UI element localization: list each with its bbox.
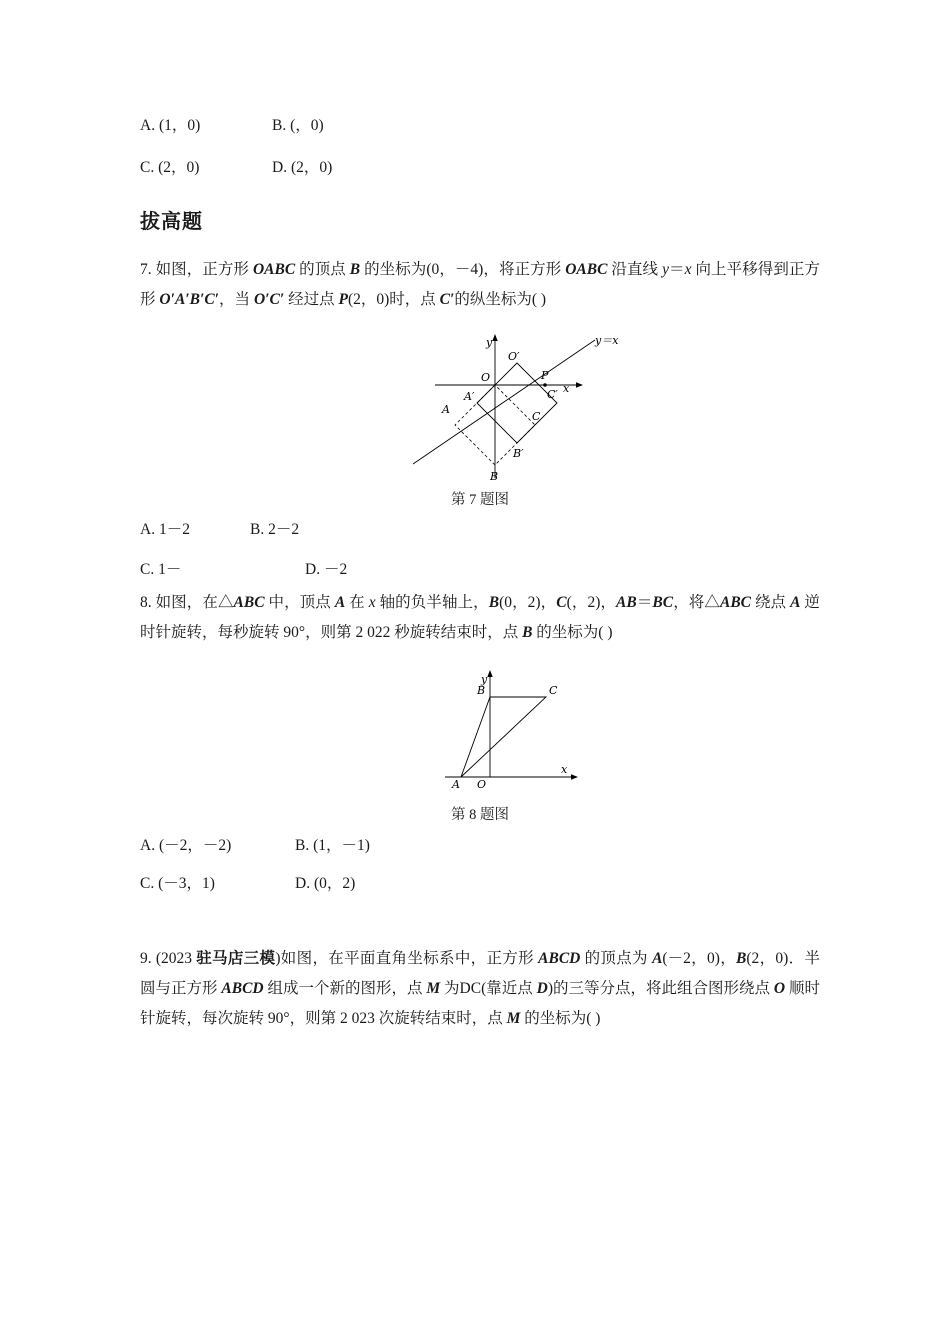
q8-t3: 轴的负半轴上， <box>375 594 489 611</box>
q7-option-c: C. 1－ <box>140 561 182 578</box>
label-O: O <box>481 371 491 384</box>
q9-n4: ABCD <box>221 980 264 997</box>
q8-t5: (，2)， <box>566 594 617 611</box>
label-y-axis: y <box>486 336 493 349</box>
q9-t9: 的坐标为( ) <box>520 1010 601 1027</box>
top-options-row-2 <box>140 160 332 176</box>
q8-t1: 中，顶点 <box>264 594 335 611</box>
x-axis-arrow <box>576 382 583 387</box>
option-b: B. (，0) <box>272 117 324 134</box>
q8-option-d: D. (0，2) <box>295 875 356 892</box>
q8-t6: ＝ <box>636 594 653 611</box>
q9-n1: ABCD <box>538 950 581 967</box>
q8-t9: 逆时针旋转，每秒旋转 90°，则第 2 022 秒旋转结束时，点 <box>140 594 820 641</box>
triangle-ABC <box>461 697 546 777</box>
q7-options-row-1 <box>140 522 299 538</box>
label-B: B <box>490 470 499 483</box>
label-x-axis: x <box>563 382 570 395</box>
q9-t6: 为DC(靠近点 <box>440 980 537 997</box>
q9-source: 驻马店三模 <box>196 949 276 967</box>
question-9-text <box>140 943 820 1034</box>
q7-t7: 经过点 <box>284 291 339 308</box>
point-P-marker <box>543 383 547 387</box>
q8-t2: 在 <box>345 594 369 611</box>
figure-question-8 <box>415 665 615 790</box>
q8-n7: BC <box>652 594 674 611</box>
q8-t7: ，将△ <box>673 594 720 611</box>
q8-t10: 的坐标为( ) <box>532 624 613 641</box>
question-7-text <box>140 255 820 315</box>
q9-n6: D <box>536 980 548 997</box>
q7-lead: 7. 如图，正方形 <box>140 261 253 278</box>
q9-n2: A <box>652 950 663 967</box>
line-y-equals-x <box>413 340 595 464</box>
q8-option-a: A. (－2，－2) <box>140 837 232 854</box>
q7-options-row-2 <box>140 562 347 578</box>
q7-t5: 向上平移得到正方形 <box>140 261 820 308</box>
q8-n3: x <box>368 594 376 611</box>
option-a: A. (1，0) <box>140 117 201 134</box>
q8-t8: 绕点 <box>751 594 791 611</box>
label-C-prime: C′ <box>547 388 558 401</box>
q9-n5: M <box>426 980 441 997</box>
label-B-8: B <box>477 684 486 697</box>
option-c: C. (2，0) <box>140 159 200 176</box>
q8-n1: ABC <box>233 594 265 611</box>
q9-t5: 组成一个新的图形，点 <box>263 980 427 997</box>
q8-n10: B <box>522 624 533 641</box>
figure-8-svg <box>415 665 615 790</box>
q7-n6: O′A′B′C′ <box>159 291 220 308</box>
q7-t4: ＝ <box>668 261 685 278</box>
figure-question-7 <box>395 330 655 485</box>
q9-t1: )如图，在平面直角坐标系中，正方形 <box>275 950 539 967</box>
q8-n2: A <box>334 594 346 611</box>
label-C: C <box>532 410 541 423</box>
q8-option-c: C. (－3，1) <box>140 875 215 892</box>
x-axis-arrow-8 <box>571 774 578 779</box>
label-A-prime: A′ <box>464 390 475 403</box>
q9-t4: (2，0)．半圆与正方形 <box>140 950 820 997</box>
q8-n5: C <box>556 594 567 611</box>
q8-n9: A <box>790 594 801 611</box>
q7-t1: 的顶点 <box>295 261 350 278</box>
q7-t6: ，当 <box>219 291 254 308</box>
label-O-8: O <box>477 778 487 790</box>
q9-n7: O <box>773 980 786 997</box>
q9-t2: 的顶点为 <box>580 950 653 967</box>
q8-n8: ABC <box>719 594 751 611</box>
q7-n5: x <box>684 261 692 278</box>
q7-option-a: A. 1－2 <box>140 521 190 538</box>
q9-t3: (－2，0)， <box>662 950 737 967</box>
q8-n4: B <box>488 594 500 611</box>
y-axis-arrow <box>492 334 497 341</box>
section-title: 拔高题 <box>140 209 203 233</box>
q7-n4: y <box>662 261 669 278</box>
question-8-text <box>140 588 820 648</box>
q9-n8: M <box>506 1010 521 1027</box>
label-B-prime: B′ <box>513 447 524 460</box>
label-P: P <box>541 369 549 382</box>
q7-n7: O′C′ <box>253 291 285 308</box>
q9-t7: )的三等分点，将此组合图形绕点 <box>547 980 774 997</box>
figure-7-svg <box>395 330 655 485</box>
q7-n9: C′ <box>439 291 455 308</box>
option-d: D. (2，0) <box>272 159 333 176</box>
q8-options-row-2 <box>140 876 355 892</box>
label-y-axis-8: y <box>481 673 488 686</box>
label-C-8: C <box>549 684 558 697</box>
label-A: A <box>442 403 450 416</box>
q8-lead: 8. 如图，在△ <box>140 594 234 611</box>
q8-options-row-1 <box>140 838 370 854</box>
q7-n1: OABC <box>252 261 296 278</box>
figure-8-caption: 第 8 题图 <box>451 807 509 823</box>
q7-option-b: B. 2－2 <box>250 521 300 538</box>
q9-t8: 顺时针旋转，每次旋转 90°，则第 2 023 次旋转结束时，点 <box>140 980 820 1027</box>
label-x-axis-8: x <box>561 763 568 776</box>
label-line-y-x: y＝x <box>595 334 619 347</box>
q9-lead: 9. (2023 <box>140 950 197 967</box>
q7-t3: 沿直线 <box>607 261 663 278</box>
q7-t2: 的坐标为(0，－4)，将正方形 <box>360 261 566 278</box>
y-axis-arrow-8 <box>487 670 492 677</box>
q7-n3: OABC <box>565 261 608 278</box>
q8-t4: (0，2)， <box>499 594 557 611</box>
figure-7-caption: 第 7 题图 <box>451 492 509 508</box>
q7-n2: B <box>349 261 361 278</box>
q8-option-b: B. (1，－1) <box>295 837 370 854</box>
label-O-prime: O′ <box>508 350 520 363</box>
label-A-8: A <box>452 778 460 790</box>
q7-n8: P <box>338 291 348 308</box>
q8-n6: AB <box>616 594 637 611</box>
q7-t9: 的纵坐标为( ) <box>454 291 547 308</box>
q9-n3: B <box>736 950 747 967</box>
top-options-row-1 <box>140 118 324 134</box>
q7-option-d: D. －2 <box>305 561 348 578</box>
q7-t8: (2，0)时，点 <box>347 291 440 308</box>
